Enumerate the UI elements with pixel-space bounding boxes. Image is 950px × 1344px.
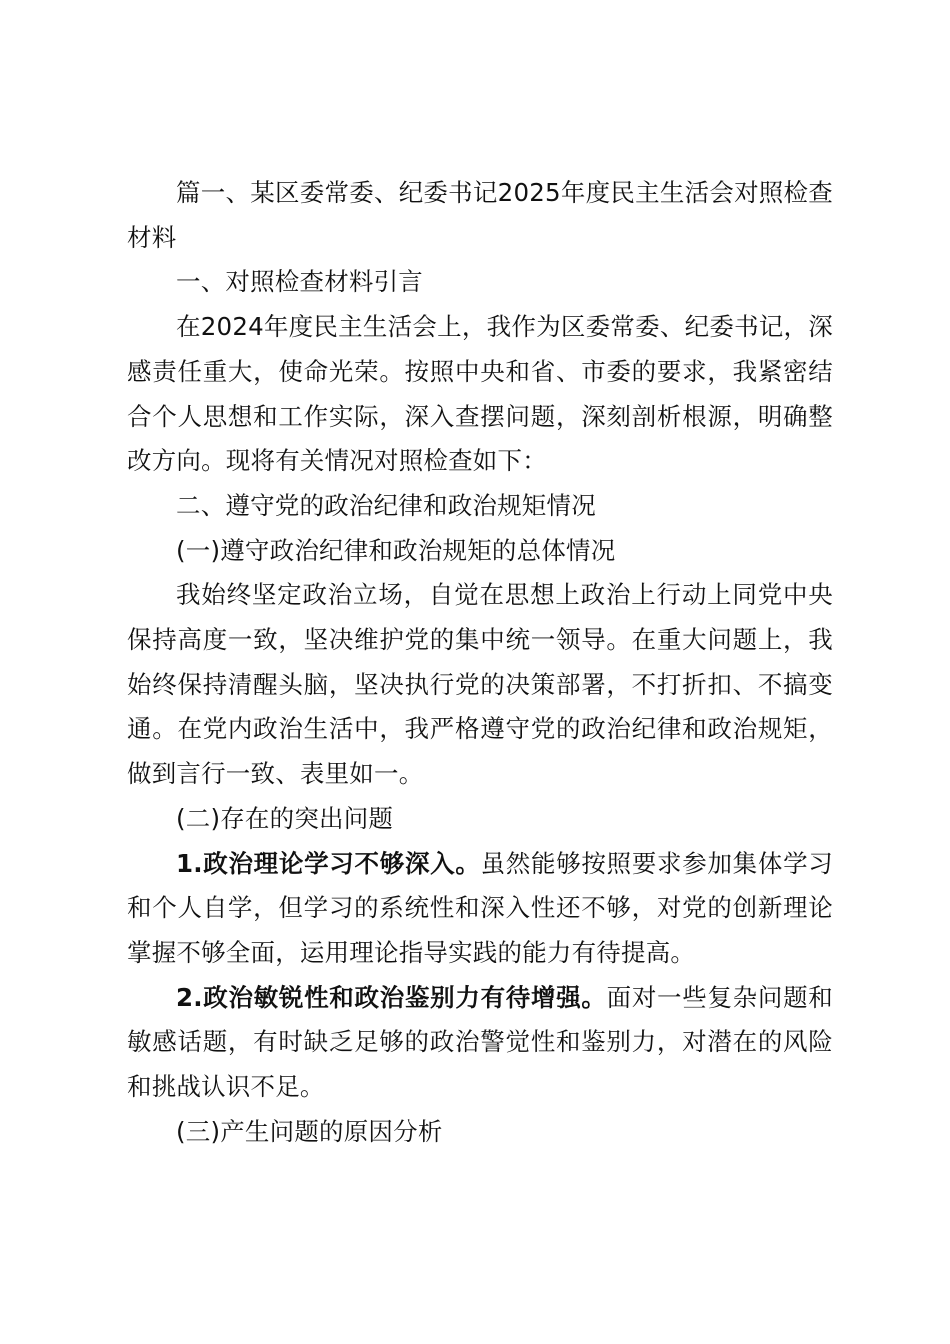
- section-heading-1: 一、对照检查材料引言: [176, 267, 423, 297]
- document-title: 篇一、某区委常委、纪委书记2025年度民主生活会对照检查材料: [127, 178, 833, 252]
- intro-paragraph: 在2024年度民主生活会上，我作为区委常委、纪委书记，深感责任重大，使命光荣。按照中央和省、市委的要求，我紧密结合个人思想和工作实际，深入查摆问题，深刻剖析根源，明确整改方向。现将有关情况对照检查如下：: [127, 312, 833, 476]
- problem-2-text: 面对一些复杂问题和敏感话题，有时缺乏足够的政治警觉性和鉴别力，对潜在的风险和挑战认识不足。: [127, 982, 833, 1102]
- problem-2-title: 2.政治敏锐性和政治鉴别力有待增强。: [176, 982, 607, 1012]
- overall-situation-paragraph: 我始终坚定政治立场，自觉在思想上政治上行动上同党中央保持高度一致，坚决维护党的集中统一领导。在重大问题上，我始终保持清醒头脑，坚决执行党的决策部署，不打折扣、不搞变通。在党内政治生活中，我严格遵守党的政治纪律和政治规矩，做到言行一致、表里如一。: [127, 580, 833, 789]
- subsection-heading-3: (三)产生问题的原因分析: [176, 1116, 443, 1146]
- problem-item-1: [127, 842, 833, 976]
- section-heading-2: 二、遵守党的政治纪律和政治规矩情况: [176, 490, 596, 520]
- problem-item-2: [127, 976, 833, 1110]
- subsection-heading-1: (一)遵守政治纪律和政治规矩的总体情况: [176, 535, 616, 565]
- problem-1-text: 虽然能够按照要求参加集体学习和个人自学，但学习的系统性和深入性还不够，对党的创新理论掌握不够全面，运用理论指导实践的能力有待提高。: [127, 848, 833, 967]
- document-body: [127, 171, 833, 1154]
- problem-1-title: 1.政治理论学习不够深入。: [176, 848, 481, 878]
- subsection-heading-2: (二)存在的突出问题: [176, 803, 394, 833]
